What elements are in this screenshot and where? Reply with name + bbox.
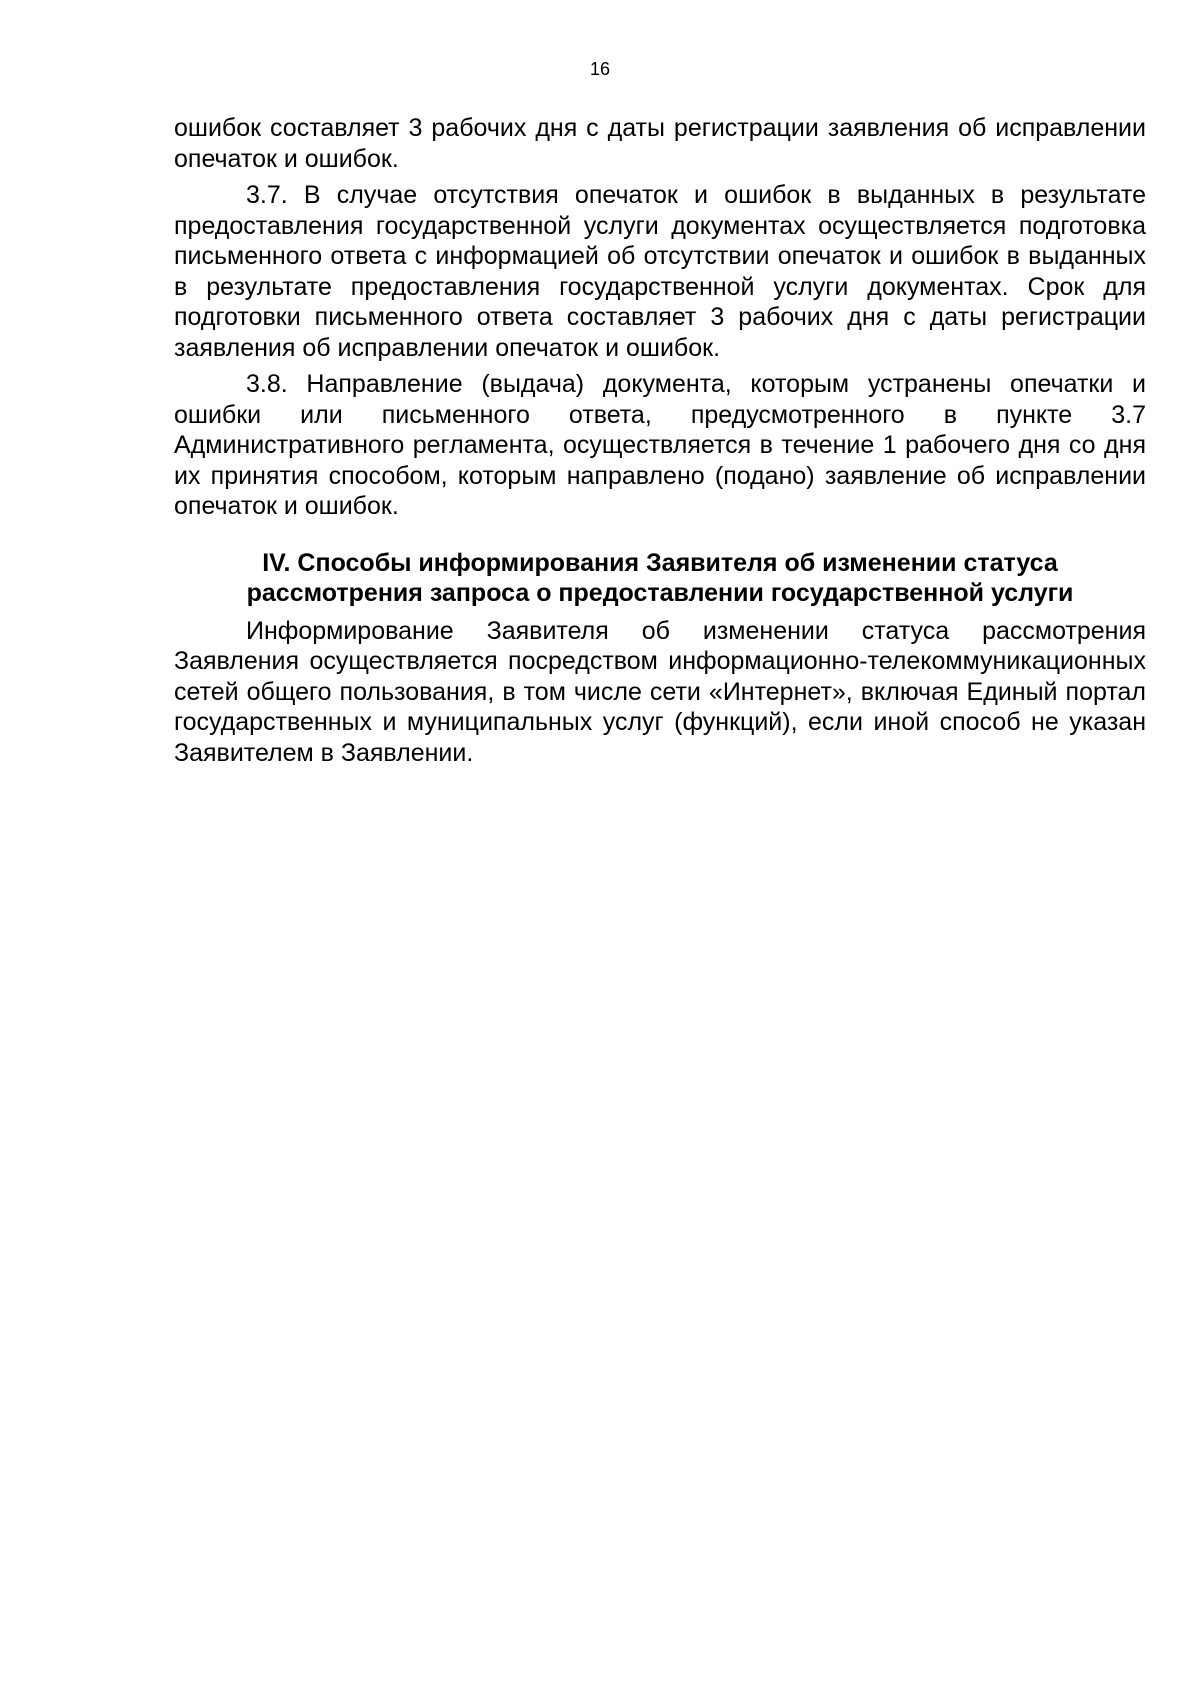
paragraph-section-iv: Информирование Заявителя об изменении статуса рассмотрения Заявления осуществляется посредством информационно-телекоммуникационных сетей общего пользования, в том числе сети «Интернет», включая Единый портал государственных и муниципальных услуг (функций), если иной способ не указан Заявителем в Заявлении. — [174, 616, 1146, 767]
page-number: 16 — [589, 59, 611, 79]
paragraph-continuation: ошибок составляет 3 рабочих дня с даты регистрации заявления об исправлении опечаток и ошибок. — [174, 114, 1146, 173]
section-heading — [174, 548, 1146, 608]
paragraph-3-7: 3.7. В случае отсутствия опечаток и ошибок в выданных в результате предоставления государственной услуги документах осуществляется подготовка письменного ответа с информацией об отсутствии опечаток и ошибок в выданных в результате предоставления государственной услуги документах. Срок для подготовки письменного ответа составляет 3 рабочих дня с даты регистрации заявления об исправлении опечаток и ошибок. — [174, 181, 1146, 362]
document-body — [174, 113, 1146, 768]
section-heading-line-1: IV. Способы информирования Заявителя об изменении статуса — [262, 548, 1058, 577]
paragraph-3-8: 3.8. Направление (выдача) документа, которым устранены опечатки и ошибки или письменного ответа, предусмотренного в пункте 3.7 Административного регламента, осуществляется в течение 1 рабочего дня со дня их принятия способом, которым направлено (подано) заявление об исправлении опечаток и ошибок. — [174, 370, 1146, 520]
section-heading-line-2: рассмотрения запроса о предоставлении государственной услуги — [246, 578, 1074, 607]
